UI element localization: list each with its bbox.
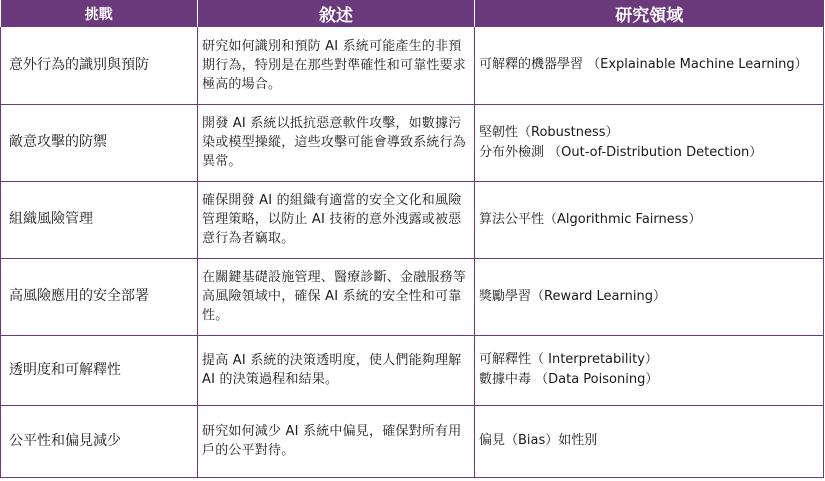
research-area-item: 數據中毒 （Data Poisoning）	[479, 372, 659, 387]
description-cell: 研究如何識別和預防 AI 系統可能產生的非預期行為，特別是在那些對準確性和可靠性要求極高的場合。	[198, 27, 475, 104]
challenge-cell: 高風險應用的安全部署	[1, 258, 198, 335]
research-area-cell	[475, 104, 824, 181]
challenge-cell: 組織風險管理	[1, 181, 198, 258]
challenge-cell: 透明度和可解釋性	[1, 335, 198, 405]
challenge-cell: 意外行為的識別與預防	[1, 27, 198, 104]
description-cell: 在關鍵基礎設施管理、醫療診斷、金融服務等高風險領域中，確保 AI 系統的安全性和可靠性。	[198, 258, 475, 335]
research-area-cell	[475, 335, 824, 405]
research-area-cell	[475, 27, 824, 104]
research-area-cell	[475, 181, 824, 258]
research-area-item: 可解釋性（ Interpretability）	[479, 352, 658, 367]
research-area-cell	[475, 405, 824, 477]
description-cell: 研究如何減少 AI 系統中偏見，確保對所有用戶的公平對待。	[198, 405, 475, 477]
research-area-cell	[475, 258, 824, 335]
table-row	[1, 258, 824, 335]
research-area-item: 算法公平性（Algorithmic Fairness）	[479, 211, 702, 227]
challenge-cell: 敵意攻擊的防禦	[1, 104, 198, 181]
table-row	[1, 405, 824, 477]
description-cell: 提高 AI 系統的決策透明度，使人們能夠理解 AI 的決策過程和結果。	[198, 335, 475, 405]
table-row	[1, 27, 824, 104]
research-area-item: 可解釋的機器學習 （Explainable Machine Learning）	[479, 57, 808, 73]
table-row	[1, 104, 824, 181]
table-header-row	[1, 0, 824, 27]
header-description: 敘述	[198, 0, 475, 27]
table-row	[1, 335, 824, 405]
description-cell: 開發 AI 系統以抵抗惡意軟件攻擊，如數據污染或模型操縱，這些攻擊可能會導致系統行為異常。	[198, 104, 475, 181]
table-row	[1, 181, 824, 258]
research-area-item: 堅韌性（Robustness）	[479, 124, 619, 140]
header-research-area: 研究領域	[475, 0, 824, 27]
header-challenge: 挑戰	[1, 0, 198, 27]
research-area-item: 獎勵學習（Reward Learning）	[479, 288, 666, 304]
description-cell: 確保開發 AI 的組織有適當的安全文化和風險管理策略，以防止 AI 技術的意外洩露或被惡意行為者竊取。	[198, 181, 475, 258]
challenge-cell: 公平性和偏見減少	[1, 405, 198, 477]
research-area-item: 偏見（Bias）如性別	[479, 433, 598, 448]
research-area-item: 分布外檢測 （Out-of-Distribution Detection）	[479, 144, 763, 160]
